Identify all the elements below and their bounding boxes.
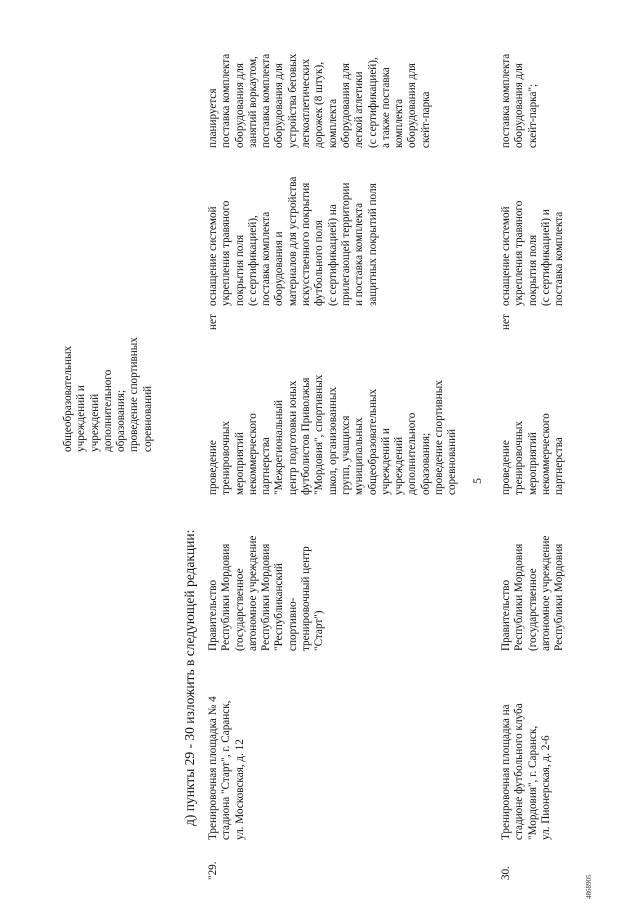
row-number: 30. [500, 866, 512, 880]
cell-works: оснащение системой укрепления травяного покрытия поля (с сертификацией) и поставка комплекта [500, 200, 566, 306]
cell-object-name: Тренировочная площадка № 4 стадиона "Старт", г. Саранск, ул. Московская, д. 12 [207, 696, 246, 840]
cell-flag: нет [207, 314, 219, 330]
cell-object-name: Тренировочная площадка на стадионе футбольного клуба "Мордовия", г. Саранск, ул. Пионерская, д. 2-6 [500, 703, 552, 840]
amendment-intro: д) пункты 29 - 30 изложить в следующей редакции: [182, 529, 197, 826]
document-id: 4868905 [585, 874, 593, 899]
row-number: "29. [207, 861, 219, 880]
cell-planned: поставка комплекта оборудования для скейт-парка"; [500, 53, 539, 148]
cell-planned: планируется поставка комплекта оборудования для занятий воркаутом, поставка комплекта оборудования для устройства беговых легкоатлетических дорожек (8 штук), комплекта оборудования для легкой атлетики (с сертификацией), а также поставка комплекта оборудования для скейт-парка [207, 53, 432, 148]
cell-owner: Правительство Республики Мордовия (государственное автономное учреждение Республики Мордовия [500, 535, 566, 651]
cell-purpose: проведение тренировочных мероприятий некоммерческого партнерства "Межрегиональный центр подготовки юных футболистов Приволжья "Мордовия", спортивных школ, организованных групп, учащихся муниципальных общеобразовательных учреждений и учреждений дополнительного образования; проведение спортивных соревнований [207, 374, 459, 495]
cell-owner: Правительство Республики Мордовия (государственное автономное учреждение Республики Мордовия "Республиканский спортивно- тренировочный центр "Старт") [207, 535, 326, 651]
cell-works: оснащение системой укрепления травяного покрытия поля (с сертификацией), поставка комплекта оборудования и материалов для устройства искусственного покрытия футбольного поля (с сертификацией) на прилегающей территории и поставка комплекта защитных покрытий поля [207, 176, 379, 306]
page-number: 5 [470, 478, 484, 484]
cell-purpose: проведение тренировочных мероприятий некоммерческого партнерства [500, 413, 566, 495]
cell-flag: нет [500, 314, 512, 330]
continuation-cell-purpose: общеобразовательных учреждений и учреждений дополнительного образования; проведение спортивных соревнований [62, 337, 154, 452]
